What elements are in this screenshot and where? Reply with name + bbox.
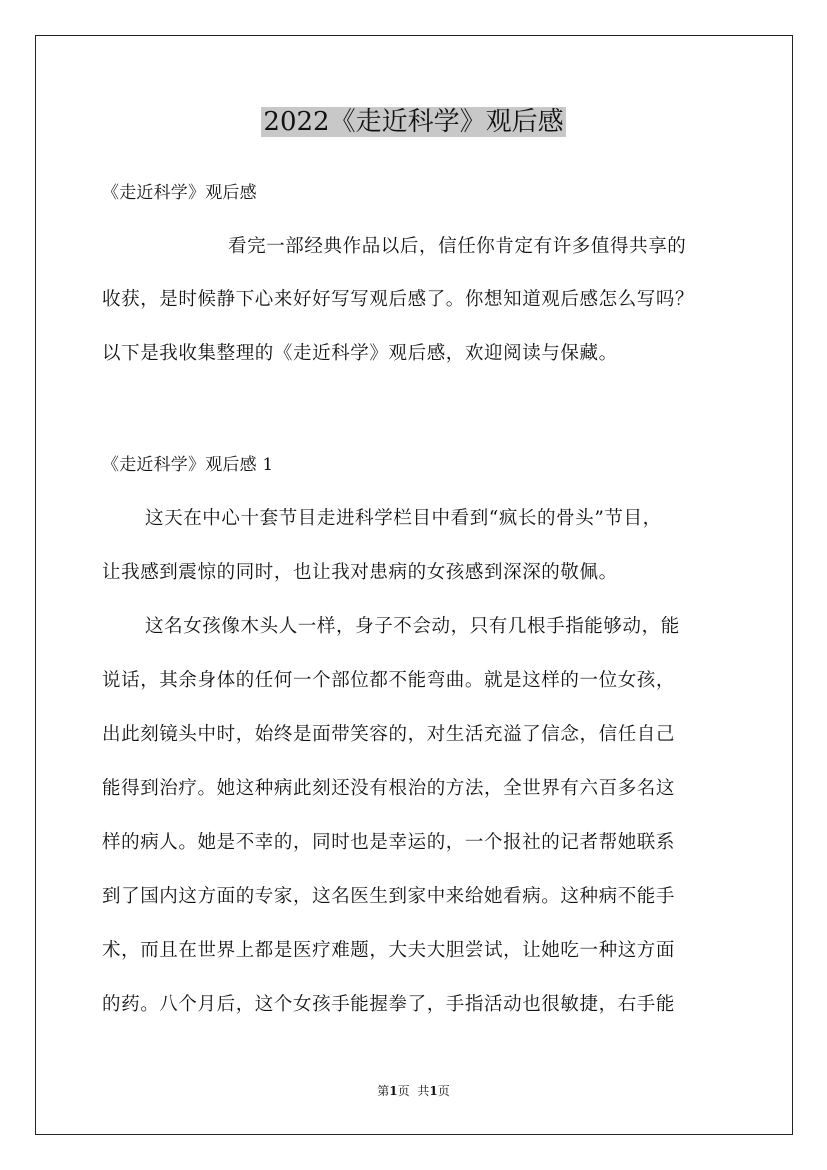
page-footer <box>0 1083 827 1099</box>
total-suffix: 页 <box>437 1084 450 1098</box>
paragraph1-line-2: 让我感到震惊的同时，也让我对患病的女孩感到深深的敬佩。 <box>102 562 618 583</box>
paragraph2-line-7: 术，而且在世界上都是医疗难题，大夫大胆尝试，让她吃一种这方面 <box>102 940 676 961</box>
paragraph1-line-1: 这天在中心十套节目走进科学栏目中看到“疯长的骨头”节目， <box>145 508 662 529</box>
paragraph2-line-2: 说话，其余身体的任何一个部位都不能弯曲。就是这样的一位女孩， <box>102 670 676 691</box>
total-prefix: 共 <box>417 1084 430 1098</box>
intro-line-1: 看完一部经典作品以后，信任你肯定有许多值得共享的 <box>228 236 687 257</box>
page-suffix: 页 <box>397 1084 410 1098</box>
page-number: 1 <box>389 1084 398 1098</box>
document-title <box>0 100 827 144</box>
paragraph2-line-8: 的药。八个月后，这个女孩手能握拳了，手指活动也很敏捷，右手能 <box>102 994 676 1015</box>
total-pages: 1 <box>429 1084 438 1098</box>
document-title-text: 2022《走近科学》观后感 <box>263 107 564 137</box>
intro-line-2: 收获，是时候静下心来好好写写观后感了。你想知道观后感怎么写吗？ <box>102 289 695 310</box>
paragraph2-line-5: 样的病人。她是不幸的，同时也是幸运的，一个报社的记者帮她联系 <box>102 832 676 853</box>
subheading: 《走近科学》观后感 <box>102 183 257 203</box>
paragraph2-line-1: 这名女孩像木头人一样，身子不会动，只有几根手指能够动，能 <box>145 616 680 637</box>
paragraph2-line-6: 到了国内这方面的专家，这名医生到家中来给她看病。这种病不能手 <box>102 886 676 907</box>
page-prefix: 第 <box>377 1084 390 1098</box>
intro-line-3: 以下是我收集整理的《走近科学》观后感，欢迎阅读与保藏。 <box>102 343 618 364</box>
paragraph2-line-4: 能得到治疗。她这种病此刻还没有根治的方法，全世界有六百多名这 <box>102 778 676 799</box>
paragraph2-line-3: 出此刻镜头中时，始终是面带笑容的，对生活充溢了信念，信任自己 <box>102 724 676 745</box>
section-heading: 《走近科学》观后感 1 <box>102 455 274 475</box>
